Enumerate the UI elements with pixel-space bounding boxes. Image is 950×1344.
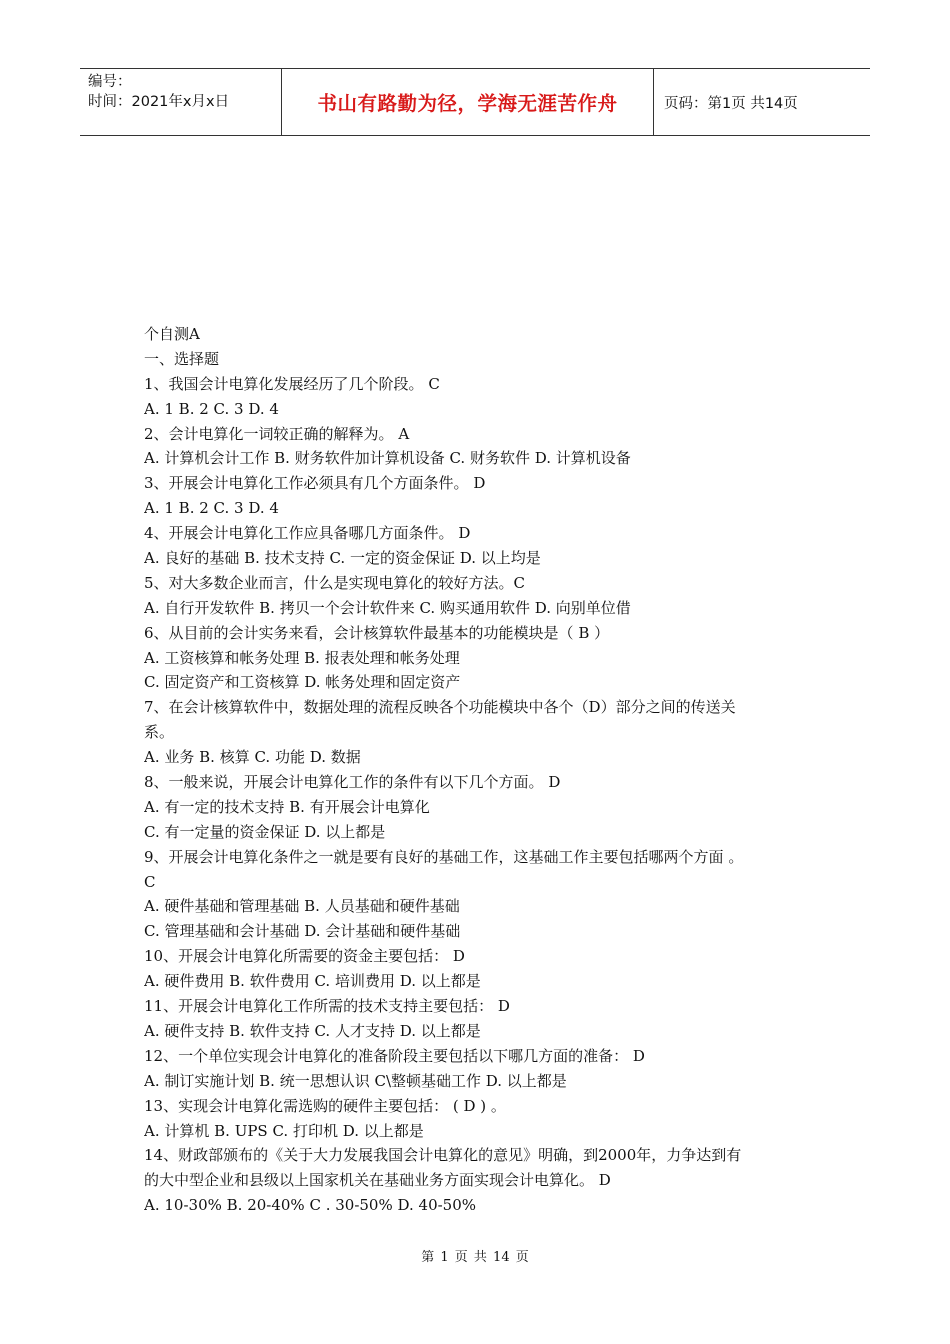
- doc-line: A. 良好的基础 B. 技术支持 C. 一定的资金保证 D. 以上均是: [144, 549, 541, 568]
- doc-line: A. 工资核算和帐务处理 B. 报表处理和帐务处理: [144, 648, 460, 667]
- doc-line: C. 管理基础和会计基础 D. 会计基础和硬件基础: [144, 922, 461, 941]
- serial-label: 编号：: [88, 74, 132, 90]
- doc-line: 5、对大多数企业而言，什么是实现电算化的较好方法。C: [144, 573, 526, 592]
- doc-line: A. 业务 B. 核算 C. 功能 D. 数据: [144, 748, 361, 767]
- doc-line: C. 有一定量的资金保证 D. 以上都是: [144, 822, 386, 841]
- doc-line: A. 计算机会计工作 B. 财务软件加计算机设备 C. 财务软件 D. 计算机设备: [144, 449, 631, 468]
- doc-line: A. 1 B. 2 C. 3 D. 4: [144, 399, 279, 418]
- doc-line: 3、开展会计电算化工作必须具有几个方面条件。 D: [144, 474, 486, 493]
- page-info-text: 页码：第1页 共14页: [664, 95, 798, 112]
- doc-line: 11、开展会计电算化工作所需的技术支持主要包括： D: [144, 997, 510, 1016]
- doc-line: 8、一般来说，开展会计电算化工作的条件有以下几个方面。 D: [144, 773, 561, 792]
- motto-text: 书山有路勤为径，学海无涯苦作舟: [317, 92, 618, 115]
- doc-line: 个自测A: [144, 325, 200, 343]
- header-motto: [282, 69, 654, 135]
- doc-line: A. 1 B. 2 C. 3 D. 4: [144, 499, 279, 518]
- doc-line: 6、从目前的会计实务来看，会计核算软件最基本的功能模块是（ B ）: [144, 623, 610, 642]
- footer-page-number: 第 1 页 共 14 页: [421, 1250, 529, 1265]
- header-meta: [80, 69, 282, 135]
- doc-line: A. 硬件支持 B. 软件支持 C. 人才支持 D. 以上都是: [144, 1021, 481, 1040]
- doc-line: 13、实现会计电算化需选购的硬件主要包括： ( D ) 。: [144, 1096, 506, 1115]
- doc-line: 的大中型企业和县级以上国家机关在基础业务方面实现会计电算化。 D: [144, 1171, 611, 1190]
- doc-line: 9、开展会计电算化条件之一就是要有良好的基础工作，这基础工作主要包括哪两个方面 。: [144, 847, 744, 866]
- doc-line: A. 10-30% B. 20-40% C . 30-50% D. 40-50%: [144, 1196, 477, 1215]
- page-footer: [0, 1246, 950, 1265]
- doc-line: 10、开展会计电算化所需要的资金主要包括： D: [144, 947, 465, 966]
- document-body: [144, 322, 824, 1218]
- doc-line: 2、会计电算化一词较正确的解释为。 A: [144, 424, 410, 443]
- doc-line: 1、我国会计电算化发展经历了几个阶段。 C: [144, 374, 440, 393]
- doc-line: 一、选择题: [144, 349, 220, 368]
- doc-line: 14、财政部颁布的《关于大力发展我国会计电算化的意见》明确，到2000年，力争达到有: [144, 1146, 742, 1165]
- doc-line: C. 固定资产和工资核算 D. 帐务处理和固定资产: [144, 673, 461, 692]
- doc-line: C: [144, 872, 156, 891]
- doc-line: A. 硬件费用 B. 软件费用 C. 培训费用 D. 以上都是: [144, 972, 481, 991]
- doc-line: A. 制订实施计划 B. 统一思想认识 C\整顿基础工作 D. 以上都是: [144, 1071, 567, 1090]
- doc-line: 4、开展会计电算化工作应具备哪几方面条件。 D: [144, 524, 471, 543]
- doc-line: 系。: [144, 723, 175, 742]
- doc-line: A. 自行开发软件 B. 拷贝一个会计软件来 C. 购买通用软件 D. 向别单位借: [144, 598, 631, 617]
- doc-line: A. 硬件基础和管理基础 B. 人员基础和硬件基础: [144, 897, 460, 916]
- doc-line: A. 计算机 B. UPS C. 打印机 D. 以上都是: [144, 1121, 424, 1140]
- page-header: [80, 68, 870, 136]
- doc-line: 7、在会计核算软件中，数据处理的流程反映各个功能模块中各个（D）部分之间的传送关: [144, 698, 736, 717]
- date-label: 时间：2021年x月x日: [88, 94, 230, 110]
- header-page-info: [654, 69, 870, 135]
- doc-line: A. 有一定的技术支持 B. 有开展会计电算化: [144, 797, 430, 816]
- doc-line: 12、一个单位实现会计电算化的准备阶段主要包括以下哪几方面的准备： D: [144, 1046, 645, 1065]
